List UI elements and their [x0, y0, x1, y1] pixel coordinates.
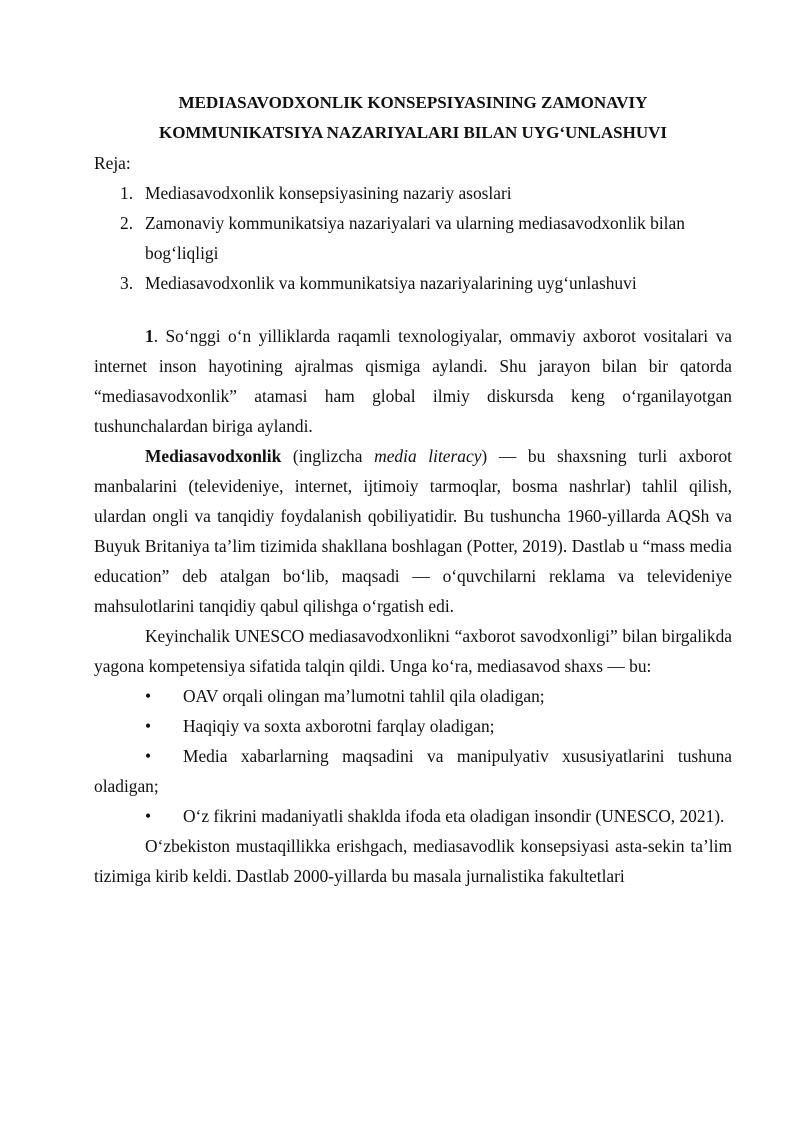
- plan-item-text: Mediasavodxonlik va kommunikatsiya nazariyalarining uyg‘unlashuvi: [145, 273, 637, 293]
- uzbekistan-paragraph: O‘zbekiston mustaqillikka erishgach, mediasavodlik konsepsiyasi asta-sekin ta’lim tizimiga kirib keldi. Dastlab 2000-yillarda bu masala jurnalistika fakultetlari: [94, 836, 732, 886]
- bullet-icon: •: [145, 686, 152, 706]
- bullet-icon: •: [145, 716, 152, 736]
- section-1-intro-text: . So‘nggi o‘n yilliklarda raqamli texnologiyalar, ommaviy axborot vositalari va internet inson hayotining ajralmas qismiga aylandi. Shu jarayon bilan bir qatorda “mediasavodxonlik” atamasi ham global ilmiy diskursda keng o‘rganilayotgan tushunchalardan biriga aylandi.: [94, 326, 732, 436]
- title-line-1: MEDIASAVODXONLIK KONSEPSIYASINING ZAMONAVIY: [178, 93, 648, 112]
- plan-item: [94, 178, 732, 208]
- title-line-2: KOMMUNIKATSIYA NAZARIYALARI BILAN UYG‘UNLASHUVI: [158, 123, 668, 142]
- plan-item: [94, 268, 732, 298]
- bullet-item: [94, 711, 732, 741]
- unesco-paragraph: Keyinchalik UNESCO mediasavodxonlikni “axborot savodxonligi” bilan birgalikda yagona kompetensiya sifatida talqin qildi. Unga ko‘ra, mediasavod shaxs — bu:: [94, 626, 732, 676]
- bullet-text: Media xabarlarning maqsadini va manipulyativ xususiyatlarini tushuna oladigan;: [94, 746, 732, 796]
- section-1-intro-paragraph: [94, 321, 732, 441]
- definition-pre: (inglizcha: [281, 446, 375, 466]
- document-page: [94, 88, 732, 891]
- bullet-item: [94, 741, 732, 801]
- plan-item-number: 3.: [120, 273, 134, 293]
- bullet-item: [94, 681, 732, 711]
- plan-item-number: 1.: [120, 183, 134, 203]
- bullet-icon: •: [145, 806, 152, 826]
- plan-item-text: Zamonaviy kommunikatsiya nazariyalari va ularning mediasavodxonlik bilan bog‘liqligi: [145, 213, 685, 263]
- plan-label: Reja:: [94, 153, 131, 173]
- bullet-text: O‘z fikrini madaniyatli shaklda ifoda eta oladigan insondir (UNESCO, 2021).: [183, 806, 725, 826]
- foreign-term: media literacy: [374, 446, 482, 466]
- plan-item: [94, 208, 732, 268]
- plan-item-number: 2.: [120, 213, 134, 233]
- bullet-item: [94, 801, 732, 831]
- bullet-text: Haqiqiy va soxta axborotni farqlay oladigan;: [183, 716, 495, 736]
- bullet-list: [94, 681, 732, 831]
- defined-term: Mediasavodxonlik: [145, 446, 282, 466]
- plan-list: [94, 178, 732, 298]
- plan-item-text: Mediasavodxonlik konsepsiyasining nazariy asoslari: [145, 183, 512, 203]
- section-number: 1: [145, 326, 154, 346]
- definition-paragraph: [94, 441, 732, 621]
- bullet-text: OAV orqali olingan ma’lumotni tahlil qila oladigan;: [183, 686, 545, 706]
- document-title: [94, 88, 732, 148]
- definition-body: ) — bu shaxsning turli axborot manbalarini (televideniye, internet, ijtimoiy tarmoqlar, bosma nashrlar) tahlil qilish, ulardan ongli va tanqidiy foydalanish qobiliyatidir. Bu tushuncha 1960-yillarda AQSh va Buyuk Britaniya ta’lim tizimida shakllana boshlagan (Potter, 2019). Dastlab u “mass media education” deb atalgan bo‘lib, maqsadi — o‘quvchilarni reklama va televideniye mahsulotlarini tanqidiy qabul qilishga o‘rgatish edi.: [94, 446, 732, 616]
- bullet-icon: •: [145, 746, 152, 766]
